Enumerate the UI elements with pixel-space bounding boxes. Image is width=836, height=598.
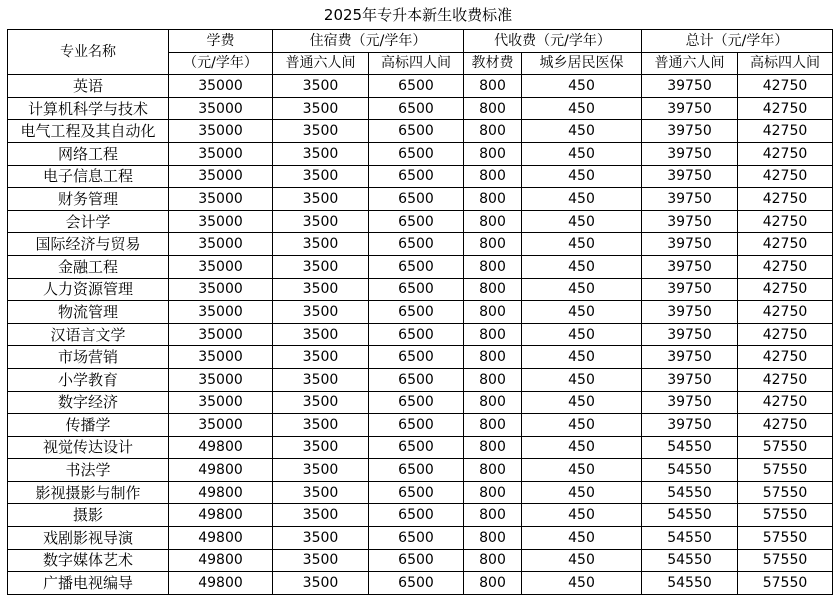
major-cell: 物流管理 bbox=[8, 301, 169, 324]
tuition-cell: 49800 bbox=[169, 549, 273, 572]
accommodation-high4-cell: 6500 bbox=[369, 75, 464, 98]
accommodation-high4-cell: 6500 bbox=[369, 233, 464, 256]
accommodation-high4-cell: 6500 bbox=[369, 436, 464, 459]
total-high4-cell: 42750 bbox=[738, 255, 833, 278]
total-high4-cell: 57550 bbox=[738, 481, 833, 504]
total-high4-cell: 42750 bbox=[738, 414, 833, 437]
medical-insurance-cell: 450 bbox=[522, 527, 642, 550]
major-cell: 国际经济与贸易 bbox=[8, 233, 169, 256]
total-high4-cell: 42750 bbox=[738, 120, 833, 143]
textbook-fee-cell: 800 bbox=[464, 97, 522, 120]
table-row bbox=[8, 436, 833, 459]
accommodation-regular6-cell: 3500 bbox=[273, 75, 369, 98]
major-cell: 电气工程及其自动化 bbox=[8, 120, 169, 143]
table-row bbox=[8, 549, 833, 572]
medical-insurance-cell: 450 bbox=[522, 481, 642, 504]
major-cell: 市场营销 bbox=[8, 346, 169, 369]
accommodation-high4-cell: 6500 bbox=[369, 301, 464, 324]
textbook-fee-cell: 800 bbox=[464, 255, 522, 278]
table-row bbox=[8, 346, 833, 369]
major-cell: 计算机科学与技术 bbox=[8, 97, 169, 120]
accommodation-regular6-cell: 3500 bbox=[273, 301, 369, 324]
accommodation-high4-cell: 6500 bbox=[369, 323, 464, 346]
total-regular6-cell: 39750 bbox=[642, 97, 738, 120]
table-row bbox=[8, 210, 833, 233]
tuition-cell: 35000 bbox=[169, 391, 273, 414]
medical-insurance-cell: 450 bbox=[522, 120, 642, 143]
total-regular6-cell: 39750 bbox=[642, 165, 738, 188]
tuition-cell: 35000 bbox=[169, 75, 273, 98]
accommodation-regular6-cell: 3500 bbox=[273, 188, 369, 211]
medical-insurance-cell: 450 bbox=[522, 346, 642, 369]
major-cell: 数字经济 bbox=[8, 391, 169, 414]
accommodation-high4-cell: 6500 bbox=[369, 549, 464, 572]
textbook-fee-cell: 800 bbox=[464, 120, 522, 143]
header-acc-regular6: 普通六人间 bbox=[273, 52, 369, 75]
total-high4-cell: 57550 bbox=[738, 504, 833, 527]
fee-table-body bbox=[8, 30, 833, 595]
major-cell: 网络工程 bbox=[8, 142, 169, 165]
textbook-fee-cell: 800 bbox=[464, 527, 522, 550]
accommodation-high4-cell: 6500 bbox=[369, 210, 464, 233]
accommodation-high4-cell: 6500 bbox=[369, 278, 464, 301]
accommodation-regular6-cell: 3500 bbox=[273, 120, 369, 143]
table-row bbox=[8, 527, 833, 550]
textbook-fee-cell: 800 bbox=[464, 278, 522, 301]
total-regular6-cell: 39750 bbox=[642, 346, 738, 369]
table-row bbox=[8, 255, 833, 278]
medical-insurance-cell: 450 bbox=[522, 572, 642, 595]
accommodation-high4-cell: 6500 bbox=[369, 391, 464, 414]
major-cell: 摄影 bbox=[8, 504, 169, 527]
header-collection: 代收费（元/学年） bbox=[464, 30, 642, 53]
total-regular6-cell: 39750 bbox=[642, 278, 738, 301]
tuition-cell: 49800 bbox=[169, 504, 273, 527]
medical-insurance-cell: 450 bbox=[522, 504, 642, 527]
accommodation-high4-cell: 6500 bbox=[369, 481, 464, 504]
tuition-cell: 49800 bbox=[169, 459, 273, 482]
tuition-cell: 49800 bbox=[169, 481, 273, 504]
accommodation-high4-cell: 6500 bbox=[369, 459, 464, 482]
accommodation-high4-cell: 6500 bbox=[369, 414, 464, 437]
medical-insurance-cell: 450 bbox=[522, 301, 642, 324]
textbook-fee-cell: 800 bbox=[464, 165, 522, 188]
textbook-fee-cell: 800 bbox=[464, 459, 522, 482]
medical-insurance-cell: 450 bbox=[522, 278, 642, 301]
textbook-fee-cell: 800 bbox=[464, 572, 522, 595]
accommodation-regular6-cell: 3500 bbox=[273, 504, 369, 527]
accommodation-regular6-cell: 3500 bbox=[273, 278, 369, 301]
total-regular6-cell: 39750 bbox=[642, 368, 738, 391]
header-total: 总计（元/学年） bbox=[642, 30, 833, 53]
total-regular6-cell: 39750 bbox=[642, 301, 738, 324]
header-insurance: 城乡居民医保 bbox=[522, 52, 642, 75]
total-regular6-cell: 39750 bbox=[642, 323, 738, 346]
table-row bbox=[8, 414, 833, 437]
accommodation-regular6-cell: 3500 bbox=[273, 549, 369, 572]
tuition-cell: 35000 bbox=[169, 278, 273, 301]
total-regular6-cell: 54550 bbox=[642, 527, 738, 550]
total-high4-cell: 57550 bbox=[738, 459, 833, 482]
total-regular6-cell: 39750 bbox=[642, 414, 738, 437]
total-regular6-cell: 39750 bbox=[642, 188, 738, 211]
medical-insurance-cell: 450 bbox=[522, 97, 642, 120]
accommodation-high4-cell: 6500 bbox=[369, 165, 464, 188]
total-high4-cell: 42750 bbox=[738, 97, 833, 120]
total-high4-cell: 42750 bbox=[738, 210, 833, 233]
tuition-cell: 35000 bbox=[169, 346, 273, 369]
total-regular6-cell: 54550 bbox=[642, 436, 738, 459]
total-regular6-cell: 54550 bbox=[642, 504, 738, 527]
medical-insurance-cell: 450 bbox=[522, 75, 642, 98]
table-row bbox=[8, 368, 833, 391]
total-regular6-cell: 39750 bbox=[642, 210, 738, 233]
accommodation-high4-cell: 6500 bbox=[369, 255, 464, 278]
tuition-cell: 35000 bbox=[169, 120, 273, 143]
major-cell: 人力资源管理 bbox=[8, 278, 169, 301]
tuition-cell: 49800 bbox=[169, 436, 273, 459]
table-row bbox=[8, 391, 833, 414]
major-cell: 会计学 bbox=[8, 210, 169, 233]
accommodation-high4-cell: 6500 bbox=[369, 142, 464, 165]
tuition-cell: 35000 bbox=[169, 188, 273, 211]
tuition-cell: 49800 bbox=[169, 527, 273, 550]
tuition-cell: 35000 bbox=[169, 210, 273, 233]
accommodation-high4-cell: 6500 bbox=[369, 368, 464, 391]
textbook-fee-cell: 800 bbox=[464, 301, 522, 324]
accommodation-regular6-cell: 3500 bbox=[273, 255, 369, 278]
textbook-fee-cell: 800 bbox=[464, 188, 522, 211]
total-regular6-cell: 54550 bbox=[642, 481, 738, 504]
total-regular6-cell: 54550 bbox=[642, 549, 738, 572]
tuition-cell: 35000 bbox=[169, 233, 273, 256]
tuition-cell: 35000 bbox=[169, 142, 273, 165]
total-high4-cell: 42750 bbox=[738, 75, 833, 98]
total-high4-cell: 42750 bbox=[738, 323, 833, 346]
total-high4-cell: 42750 bbox=[738, 165, 833, 188]
table-row bbox=[8, 142, 833, 165]
total-high4-cell: 42750 bbox=[738, 346, 833, 369]
table-row bbox=[8, 504, 833, 527]
accommodation-high4-cell: 6500 bbox=[369, 97, 464, 120]
table-row bbox=[8, 165, 833, 188]
fee-table bbox=[7, 29, 833, 595]
total-high4-cell: 42750 bbox=[738, 368, 833, 391]
accommodation-regular6-cell: 3500 bbox=[273, 527, 369, 550]
header-major: 专业名称 bbox=[8, 30, 169, 75]
tuition-cell: 35000 bbox=[169, 414, 273, 437]
total-high4-cell: 42750 bbox=[738, 233, 833, 256]
total-regular6-cell: 54550 bbox=[642, 572, 738, 595]
textbook-fee-cell: 800 bbox=[464, 391, 522, 414]
major-cell: 电子信息工程 bbox=[8, 165, 169, 188]
accommodation-high4-cell: 6500 bbox=[369, 572, 464, 595]
medical-insurance-cell: 450 bbox=[522, 459, 642, 482]
total-high4-cell: 57550 bbox=[738, 527, 833, 550]
total-regular6-cell: 39750 bbox=[642, 75, 738, 98]
total-high4-cell: 57550 bbox=[738, 436, 833, 459]
accommodation-regular6-cell: 3500 bbox=[273, 97, 369, 120]
header-total-regular6: 普通六人间 bbox=[642, 52, 738, 75]
major-cell: 财务管理 bbox=[8, 188, 169, 211]
medical-insurance-cell: 450 bbox=[522, 188, 642, 211]
major-cell: 数字媒体艺术 bbox=[8, 549, 169, 572]
major-cell: 戏剧影视导演 bbox=[8, 527, 169, 550]
medical-insurance-cell: 450 bbox=[522, 323, 642, 346]
tuition-cell: 35000 bbox=[169, 301, 273, 324]
major-cell: 传播学 bbox=[8, 414, 169, 437]
accommodation-regular6-cell: 3500 bbox=[273, 210, 369, 233]
header-acc-high4: 高标四人间 bbox=[369, 52, 464, 75]
tuition-cell: 35000 bbox=[169, 323, 273, 346]
accommodation-high4-cell: 6500 bbox=[369, 527, 464, 550]
accommodation-regular6-cell: 3500 bbox=[273, 459, 369, 482]
major-cell: 英语 bbox=[8, 75, 169, 98]
total-regular6-cell: 39750 bbox=[642, 142, 738, 165]
tuition-cell: 49800 bbox=[169, 572, 273, 595]
textbook-fee-cell: 800 bbox=[464, 323, 522, 346]
accommodation-regular6-cell: 3500 bbox=[273, 414, 369, 437]
header-textbook: 教材费 bbox=[464, 52, 522, 75]
accommodation-regular6-cell: 3500 bbox=[273, 572, 369, 595]
total-high4-cell: 42750 bbox=[738, 142, 833, 165]
total-regular6-cell: 39750 bbox=[642, 255, 738, 278]
textbook-fee-cell: 800 bbox=[464, 504, 522, 527]
table-row bbox=[8, 278, 833, 301]
accommodation-regular6-cell: 3500 bbox=[273, 233, 369, 256]
medical-insurance-cell: 450 bbox=[522, 210, 642, 233]
total-high4-cell: 57550 bbox=[738, 549, 833, 572]
table-row bbox=[8, 97, 833, 120]
header-tuition-unit: （元/学年） bbox=[169, 52, 273, 75]
total-high4-cell: 42750 bbox=[738, 278, 833, 301]
textbook-fee-cell: 800 bbox=[464, 210, 522, 233]
table-row bbox=[8, 301, 833, 324]
tuition-cell: 35000 bbox=[169, 255, 273, 278]
header-total-high4: 高标四人间 bbox=[738, 52, 833, 75]
table-row bbox=[8, 120, 833, 143]
medical-insurance-cell: 450 bbox=[522, 436, 642, 459]
tuition-cell: 35000 bbox=[169, 368, 273, 391]
textbook-fee-cell: 800 bbox=[464, 346, 522, 369]
accommodation-regular6-cell: 3500 bbox=[273, 481, 369, 504]
total-high4-cell: 57550 bbox=[738, 572, 833, 595]
textbook-fee-cell: 800 bbox=[464, 436, 522, 459]
medical-insurance-cell: 450 bbox=[522, 233, 642, 256]
tuition-cell: 35000 bbox=[169, 97, 273, 120]
total-regular6-cell: 39750 bbox=[642, 391, 738, 414]
major-cell: 影视摄影与制作 bbox=[8, 481, 169, 504]
page-title: 2025年专升本新生收费标准 bbox=[323, 6, 513, 24]
table-row bbox=[8, 233, 833, 256]
textbook-fee-cell: 800 bbox=[464, 142, 522, 165]
medical-insurance-cell: 450 bbox=[522, 142, 642, 165]
accommodation-regular6-cell: 3500 bbox=[273, 142, 369, 165]
table-row bbox=[8, 459, 833, 482]
textbook-fee-cell: 800 bbox=[464, 481, 522, 504]
accommodation-regular6-cell: 3500 bbox=[273, 391, 369, 414]
medical-insurance-cell: 450 bbox=[522, 414, 642, 437]
accommodation-high4-cell: 6500 bbox=[369, 346, 464, 369]
accommodation-regular6-cell: 3500 bbox=[273, 165, 369, 188]
table-row bbox=[8, 75, 833, 98]
total-high4-cell: 42750 bbox=[738, 301, 833, 324]
table-row bbox=[8, 481, 833, 504]
header-accommodation: 住宿费（元/学年） bbox=[273, 30, 464, 53]
total-high4-cell: 42750 bbox=[738, 188, 833, 211]
textbook-fee-cell: 800 bbox=[464, 233, 522, 256]
major-cell: 小学教育 bbox=[8, 368, 169, 391]
textbook-fee-cell: 800 bbox=[464, 75, 522, 98]
accommodation-regular6-cell: 3500 bbox=[273, 368, 369, 391]
medical-insurance-cell: 450 bbox=[522, 391, 642, 414]
major-cell: 金融工程 bbox=[8, 255, 169, 278]
table-row bbox=[8, 572, 833, 595]
major-cell: 汉语言文学 bbox=[8, 323, 169, 346]
accommodation-regular6-cell: 3500 bbox=[273, 323, 369, 346]
total-high4-cell: 42750 bbox=[738, 391, 833, 414]
header-row-top bbox=[8, 30, 833, 53]
medical-insurance-cell: 450 bbox=[522, 549, 642, 572]
textbook-fee-cell: 800 bbox=[464, 549, 522, 572]
major-cell: 广播电视编导 bbox=[8, 572, 169, 595]
tuition-cell: 35000 bbox=[169, 165, 273, 188]
textbook-fee-cell: 800 bbox=[464, 368, 522, 391]
accommodation-high4-cell: 6500 bbox=[369, 504, 464, 527]
accommodation-high4-cell: 6500 bbox=[369, 120, 464, 143]
medical-insurance-cell: 450 bbox=[522, 368, 642, 391]
table-row bbox=[8, 188, 833, 211]
accommodation-high4-cell: 6500 bbox=[369, 188, 464, 211]
major-cell: 视觉传达设计 bbox=[8, 436, 169, 459]
table-row bbox=[8, 323, 833, 346]
total-regular6-cell: 39750 bbox=[642, 233, 738, 256]
major-cell: 书法学 bbox=[8, 459, 169, 482]
accommodation-regular6-cell: 3500 bbox=[273, 436, 369, 459]
header-tuition: 学费 bbox=[169, 30, 273, 53]
total-regular6-cell: 39750 bbox=[642, 120, 738, 143]
textbook-fee-cell: 800 bbox=[464, 414, 522, 437]
total-regular6-cell: 54550 bbox=[642, 459, 738, 482]
accommodation-regular6-cell: 3500 bbox=[273, 346, 369, 369]
medical-insurance-cell: 450 bbox=[522, 165, 642, 188]
medical-insurance-cell: 450 bbox=[522, 255, 642, 278]
